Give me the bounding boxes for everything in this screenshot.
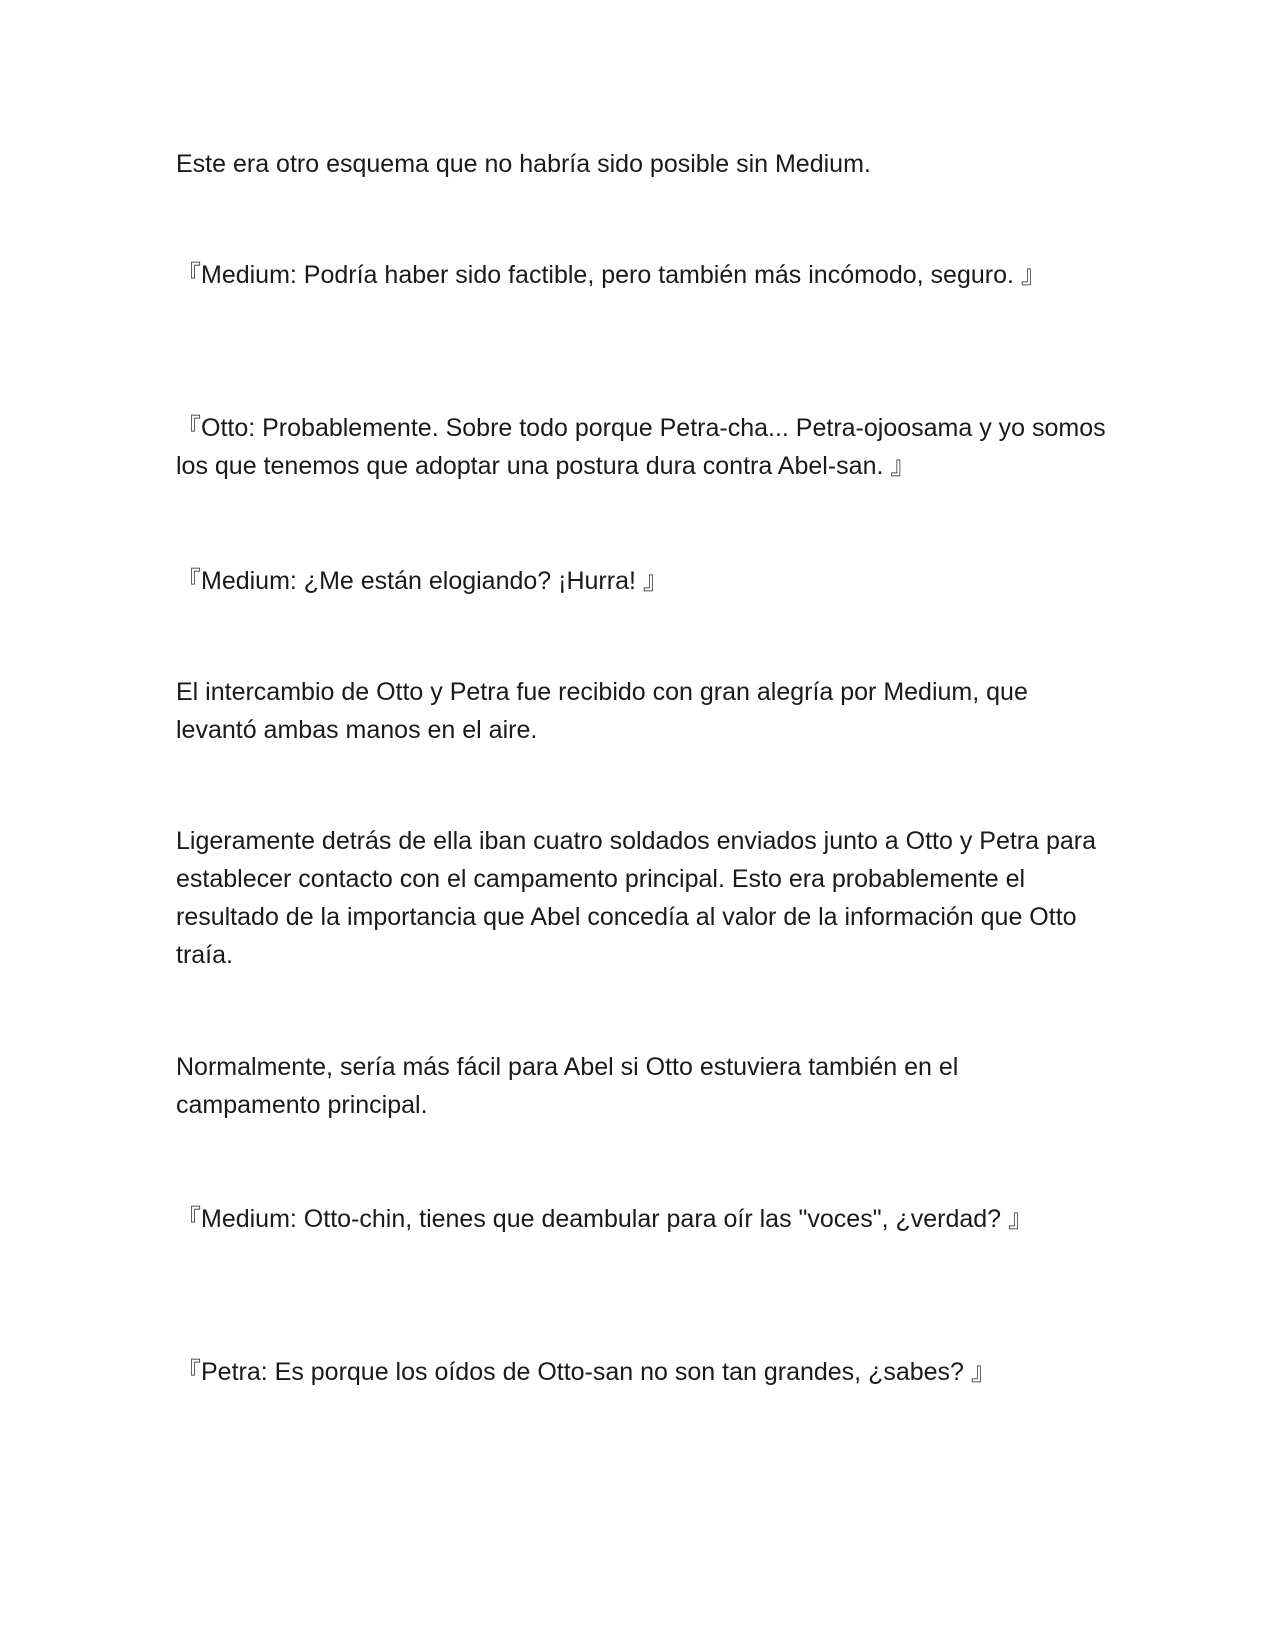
paragraph-4: Normalmente, sería más fácil para Abel si Otto estuviera también en el campamento principal.: [176, 1053, 959, 1119]
paragraph-1: Este era otro esquema que no habría sido posible sin Medium.: [176, 150, 871, 178]
paragraph-2: El intercambio de Otto y Petra fue recibido con gran alegría por Medium, que levantó ambas manos en el aire.: [176, 678, 1028, 744]
dialogue-medium-1: 『Medium: Podría haber sido factible, pero también más incómodo, seguro. 』: [176, 261, 1046, 289]
paragraph-3: Ligeramente detrás de ella iban cuatro soldados enviados junto a Otto y Petra para establecer contacto con el campamento principal. Esto era probablemente el resultado de la importancia que Abel concedía al valor de la información que Otto traía.: [176, 827, 1097, 969]
dialogue-petra-1: 『Petra: Es porque los oídos de Otto-san no son tan grandes, ¿sabes? 』: [176, 1358, 996, 1386]
dialogue-medium-2: 『Medium: ¿Me están elogiando? ¡Hurra! 』: [176, 567, 668, 595]
dialogue-medium-3: 『Medium: Otto-chin, tienes que deambular para oír las "voces", ¿verdad? 』: [176, 1205, 1034, 1233]
dialogue-otto-1: 『Otto: Probablemente. Sobre todo porque Petra-cha... Petra-ojoosama y yo somos los que tenemos que adoptar una postura dura contra Abel-san. 』: [176, 414, 1106, 480]
